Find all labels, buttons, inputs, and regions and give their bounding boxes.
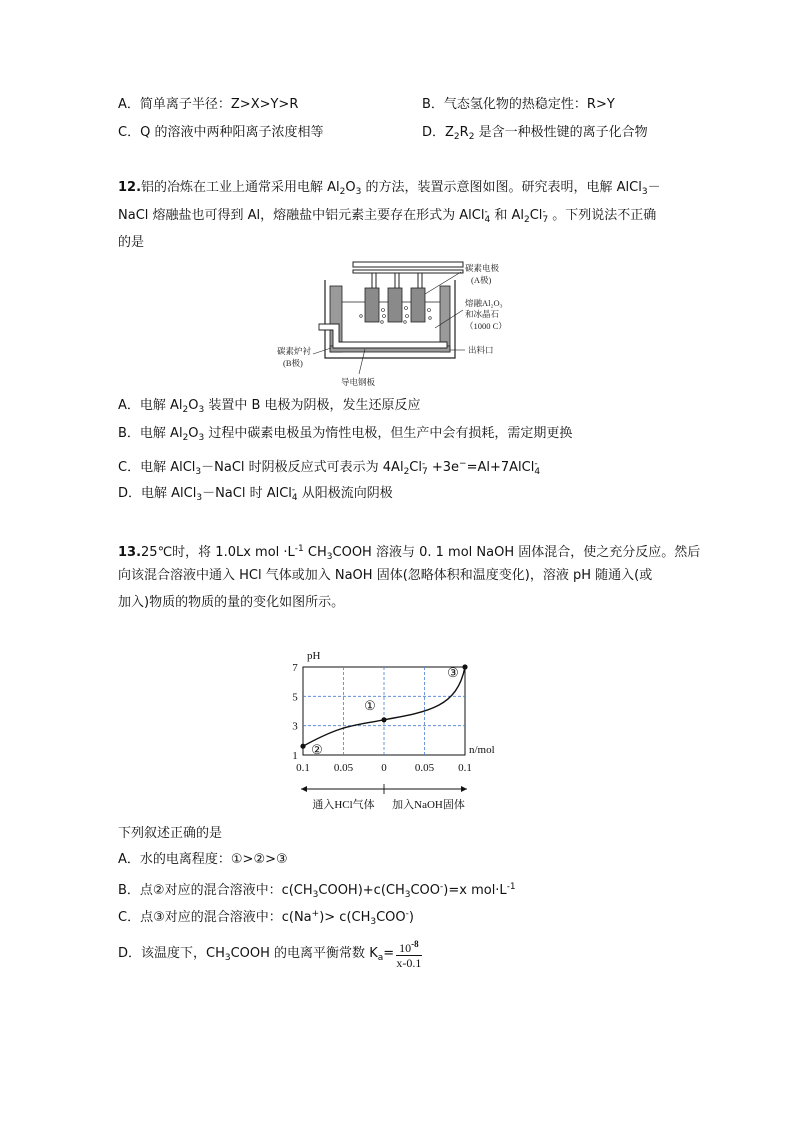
q11-option-c: C．Q 的溶液中两种阳离子浓度相等	[118, 125, 324, 140]
caption-hcl: 通入HCl气体	[312, 799, 375, 811]
label-carbon-electrode: 碳素电极	[465, 263, 500, 273]
label-copper-plate: 导电钢板	[341, 377, 376, 387]
q13-option-b: B．点②对应的混合溶液中：$c(CH_3COOH)+c(CH_3COO^-)=x$ $mol\cdot L^{-1}$	[118, 882, 516, 900]
label-molten-2: 和冰晶石	[465, 309, 500, 319]
y-tick-label: 1	[292, 750, 298, 762]
x-tick-label: 0.05	[333, 762, 354, 774]
q12-option-a: A．电解 $Al_2O_3$ 装置中 B 电极为阴极，发生还原反应	[118, 398, 421, 415]
data-point	[381, 717, 386, 722]
label-b-pole: (B极)	[283, 358, 303, 368]
x-axis-label: n/mol	[469, 744, 495, 756]
data-point	[462, 664, 467, 669]
arrow-head-left	[301, 786, 307, 792]
ph-chart	[285, 645, 515, 815]
q12-stem-line2: NaCl 熔融盐也可得到 Al，熔融盐中铝元素主要存在形式为 AlCl - 4 和 $Al_2Cl$ - 7 。下列说法不正确	[118, 206, 657, 225]
plot-frame	[303, 667, 465, 758]
y-tick-label: 3	[292, 720, 298, 733]
label-lining: 碳素炉衬	[277, 346, 312, 356]
q13-option-d: D．该温度下，$CH_3COOH$ 的电离平衡常数 $K_a=$ $\frac{10^{-8}}{x-0.1}$	[118, 938, 422, 970]
y-tick-label: 7	[292, 662, 298, 674]
ka-fraction: $\frac{10^{-8}}{x-0.1}$	[396, 938, 422, 970]
q13-stem-line3: 加入)物质的物质的量的变化如图所示。	[118, 595, 345, 610]
q13-ask: 下列叙述正确的是	[118, 826, 223, 841]
q12-stem-line1: 12.铝的冶炼在工业上通常采用电解 $Al_2O_3$ 的方法，装置示意图如图。研究表明，电解 AlCl$_3$－	[118, 180, 661, 197]
q13-option-a: A．水的电离程度：①>②>③	[118, 852, 288, 867]
label-outlet: 出料口	[468, 345, 494, 355]
label-a-pole: (A极)	[471, 275, 492, 285]
q12-number: 12.	[118, 180, 142, 195]
point-label: ①	[364, 697, 376, 713]
q12-option-d: D．电解 AlCl$_3$－NaCl 时 AlCl - 4 从阳极流向阴极	[118, 484, 393, 503]
arrow-head-right	[461, 786, 467, 792]
electrolysis-diagram	[275, 258, 520, 390]
q13-stem-line1: 13.25℃时，将 1.0Lx mol $\cdot L^{-1}$ $CH_3COOH$ 溶液与 0. 1 mol NaOH 固体混合，使之充分反应。然后	[118, 544, 701, 562]
data-point	[300, 744, 305, 749]
label-molten-1: 熔融Al₂O₃	[465, 298, 503, 308]
point-label: ③	[447, 665, 459, 680]
q11-option-d: D．$Z_2R_2$ 是含一种极性键的离子化合物	[422, 125, 648, 142]
x-tick-label: 0.1	[458, 762, 472, 774]
point-label: ②	[311, 742, 323, 758]
q13-stem-line2: 向该混合溶液中通入 HCl 气体或加入 NaOH 固体(忽略体积和温度变化)，溶液 pH 随通入(或	[118, 568, 653, 583]
q12-stem-line3: 的是	[118, 235, 145, 250]
q13-option-c: C．点③对应的混合溶液中：$c(Na^+)> c(CH_3COO^-)$	[118, 909, 414, 927]
q13-number: 13.	[118, 545, 142, 560]
x-tick-label: 0	[381, 762, 387, 774]
y-tick-label: 5	[292, 691, 298, 704]
q11-option-a: A．简单离子半径：Z>X>Y>R	[118, 97, 299, 112]
q12-option-c: C．电解 AlCl$_3$－NaCl 时阴极反应式可表示为 $4Al_2Cl$ - 7 +3e−=Al+7AlCl - 4	[118, 458, 541, 477]
q11-option-b: B．气态氢化物的热稳定性：R>Y	[422, 97, 615, 112]
x-tick-label: 0.05	[414, 762, 435, 774]
caption-naoh: 加入NaOH固体	[392, 799, 465, 811]
q12-option-b: B．电解 $Al_2O_3$ 过程中碳素电极虽为惰性电极，但生产中会有损耗，需定期更换	[118, 426, 573, 443]
label-molten-3: （1000 C）	[465, 321, 507, 331]
x-tick-label: 0.1	[296, 762, 310, 774]
y-axis-label: pH	[307, 650, 321, 662]
